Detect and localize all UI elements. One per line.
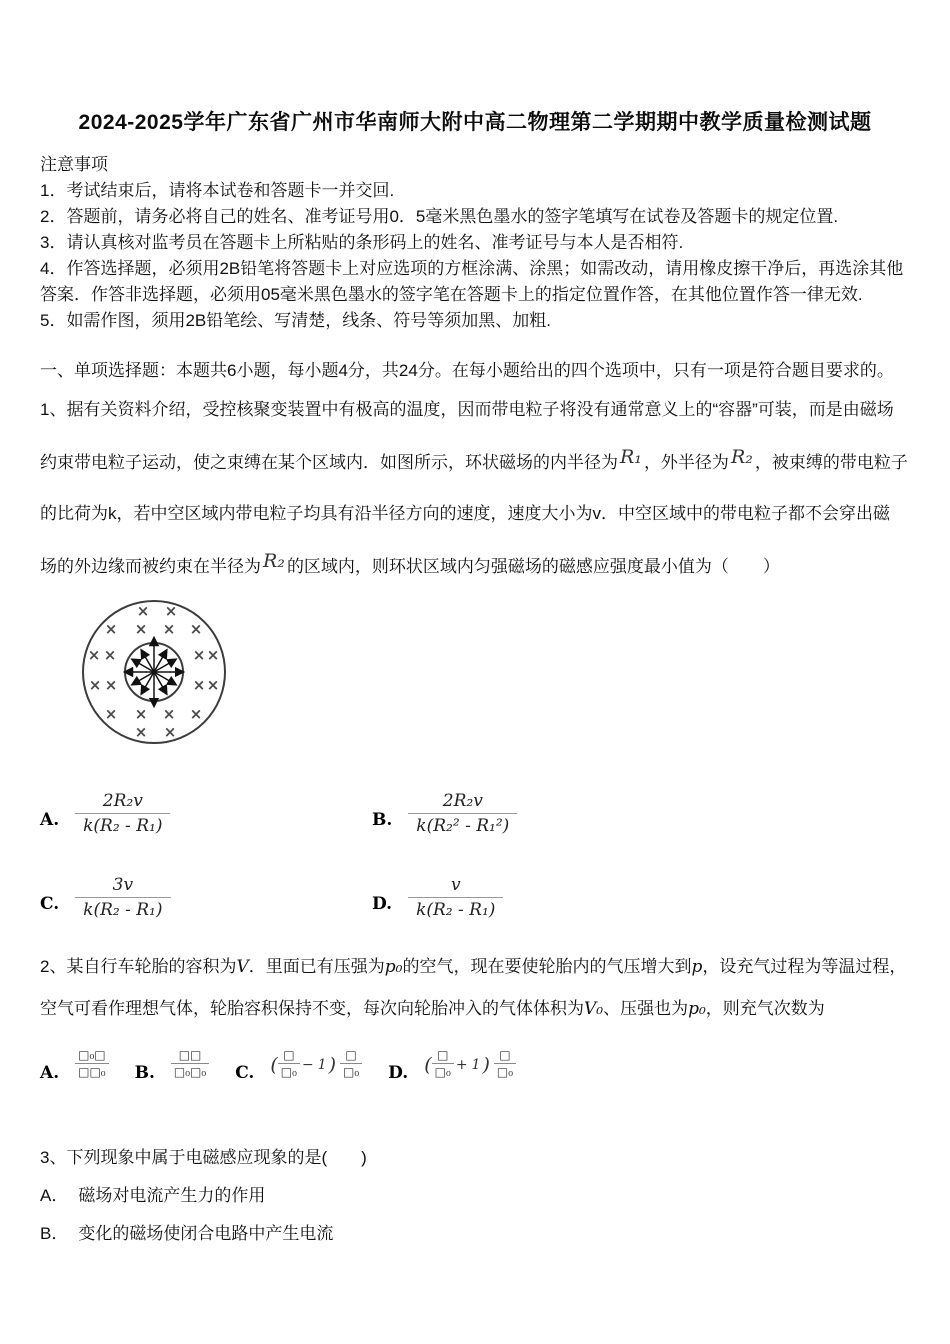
question-1 — [40, 384, 910, 920]
math-var-R1: R₁ — [620, 446, 642, 468]
fraction: $\frac{□}{\text{□₀}}$ — [494, 1048, 516, 1079]
field-figure-svg — [78, 598, 230, 750]
q2-line-1: 2、某自行车轮胎的容积为V．里面已有压强为p₀的空气，现在要使轮胎内的气压增大到p，设充气过程为等温过程， — [40, 957, 907, 977]
fraction: $\frac{v}{\text{k(R₂ - R₁)}}$ — [408, 875, 503, 920]
field-into-page-cross: × — [134, 620, 148, 638]
option-label: C. — [40, 894, 60, 914]
option-label: D. — [372, 894, 393, 914]
notice-item-2: 2．答题前，请务必将自己的姓名、准考证号用0．5毫米黑色墨水的签字笔填写在试卷及答题卡的规定位置. — [40, 207, 839, 226]
fraction: $\frac{\text{2R₂v}}{\text{k(R₂ - R₁)}}$ — [75, 791, 170, 836]
field-into-page-cross: × — [134, 705, 148, 723]
field-into-page-cross: × — [164, 602, 178, 620]
fraction: $\frac{\text{2R₂v}}{\text{k(R₂² - R₁²)}}$ — [408, 791, 517, 836]
option-label: A． — [40, 1186, 69, 1205]
section-1-header: 一、单项选择题：本题共6小题，每小题4分，共24分。在每小题给出的四个选项中，只有一项是符合题目要求的。 — [40, 361, 894, 380]
notice-heading: 注意事项 — [40, 155, 108, 174]
math-var-p0: p₀ — [688, 999, 706, 1019]
math-var-p: p — [691, 957, 703, 977]
fraction: $\frac{□}{\text{□₀}}$ — [340, 1048, 362, 1079]
math-var-R2: R₂ — [263, 550, 285, 572]
notice-item-5: 5．如需作图，须用2B铅笔绘、写清楚，线条、符号等须加黑、加粗. — [40, 311, 551, 330]
q1-line-2: 约束带电粒子运动，使之束缚在某个区域内．如图所示，环状磁场的内半径为 R₁ ，外半径为 R₂ ，被束缚的带电粒子 — [40, 446, 908, 472]
option-label: B. — [134, 1063, 155, 1083]
notice-item-3: 3．请认真核对监考员在答题卡上所粘贴的条形码上的姓名、准考证号与本人是否相符. — [40, 233, 684, 252]
field-into-page-cross: × — [104, 620, 118, 638]
notice-section — [40, 152, 910, 334]
fraction: $\frac{□□}{\text{□₀□₀}}$ — [171, 1048, 209, 1079]
math-var-R2: R₂ — [730, 446, 753, 468]
option-label: C. — [235, 1063, 255, 1083]
field-into-page-cross: × — [206, 646, 220, 664]
option-label: B． — [40, 1224, 69, 1243]
field-into-page-cross: × — [192, 676, 206, 694]
q1-option-d — [372, 858, 704, 920]
option-label: A. — [40, 810, 60, 830]
fraction: $\frac{□}{\text{□₀}}$ — [278, 1048, 300, 1079]
math-expression: ( $\frac{□}{\text{□₀}}$ + 1 ) $\frac{□}{\text{□₀}}$ — [424, 1058, 516, 1089]
page-title: 2024-2025学年广东省广州市华南师大附中高二物理第二学期期中教学质量检测试题 — [78, 111, 872, 134]
field-into-page-cross: × — [136, 602, 150, 620]
notice-item-4: 4．作答选择题，必须用2B铅笔将答题卡上对应选项的方框涂满、涂黑；如需改动，请用橡皮擦干净后，再选涂其他答案．作答非选择题，必须用05毫米黑色墨水的签字笔在答题卡上的指定位置作答，在其他位置作答一律无效. — [40, 259, 904, 304]
question-3 — [40, 1145, 910, 1247]
math-var-V: V — [236, 957, 249, 977]
fraction: $\frac{\text{□₀□}}{\text{□□₀}}$ — [75, 1048, 109, 1079]
q1-option-b — [372, 774, 704, 836]
fraction: $\frac{3v}{\text{k(R₂ - R₁)}}$ — [75, 875, 170, 920]
q2-option-c — [235, 1048, 362, 1089]
field-into-page-cross: × — [162, 705, 176, 723]
question-2 — [40, 946, 910, 1089]
field-into-page-cross: × — [104, 705, 118, 723]
field-into-page-cross: × — [87, 646, 101, 664]
math-var-p0: p₀ — [384, 957, 403, 977]
field-into-page-cross: × — [88, 676, 102, 694]
notice-item-1: 1．考试结束后，请将本试卷和答题卡一并交回. — [40, 181, 395, 200]
fraction: $\frac{□}{\text{□₀}}$ — [432, 1048, 454, 1079]
annular-field-figure — [78, 598, 230, 750]
q2-option-a — [40, 1048, 109, 1089]
q1-line-4: 场的外边缘而被约束在半径为 R₂ 的区域内，则环状区域内匀强磁场的磁感应强度最小值为（ ） — [40, 550, 780, 576]
field-into-page-cross: × — [189, 620, 203, 638]
math-var-V0: V₀ — [584, 999, 604, 1019]
q3-text: 3、下列现象中属于电磁感应现象的是( ) — [40, 1148, 367, 1167]
q1-line-1: 1、据有关资料介绍，受控核聚变装置中有极高的温度，因而带电粒子将没有通常意义上的“容器”可装，而是由磁场 — [40, 400, 894, 419]
field-into-page-cross: × — [134, 723, 148, 741]
field-into-page-cross: × — [206, 676, 220, 694]
q3-option-b: B． 变化的磁场使闭合电路中产生电流 — [40, 1224, 334, 1243]
field-into-page-cross: × — [189, 705, 203, 723]
q1-options-row-2 — [40, 858, 910, 920]
q2-line-2: 空气可看作理想气体，轮胎容积保持不变，每次向轮胎冲入的气体体积为V₀、压强也为p₀，则充气次数为 — [40, 999, 825, 1019]
field-into-page-cross: × — [104, 676, 118, 694]
q1-line-3: 的比荷为k，若中空区域内带电粒子均具有沿半径方向的速度，速度大小为v．中空区域中的带电粒子都不会穿出磁 — [40, 504, 890, 523]
option-label: A. — [40, 1063, 60, 1083]
q1-options-row-1 — [40, 774, 910, 836]
math-expression: ( $\frac{□}{\text{□₀}}$ − 1 ) $\frac{□}{\text{□₀}}$ — [270, 1058, 362, 1089]
option-label: B. — [372, 810, 393, 830]
field-into-page-cross: × — [162, 620, 176, 638]
q2-option-b — [134, 1048, 210, 1089]
q2-option-d — [388, 1048, 516, 1089]
field-into-page-cross: × — [192, 646, 206, 664]
q1-option-a — [40, 774, 372, 836]
field-into-page-cross: × — [163, 723, 177, 741]
option-label: D. — [388, 1063, 409, 1083]
q2-options-row — [40, 1034, 910, 1089]
q1-option-c — [40, 858, 372, 920]
field-into-page-cross: × — [103, 646, 117, 664]
q3-option-a: A． 磁场对电流产生力的作用 — [40, 1186, 266, 1205]
